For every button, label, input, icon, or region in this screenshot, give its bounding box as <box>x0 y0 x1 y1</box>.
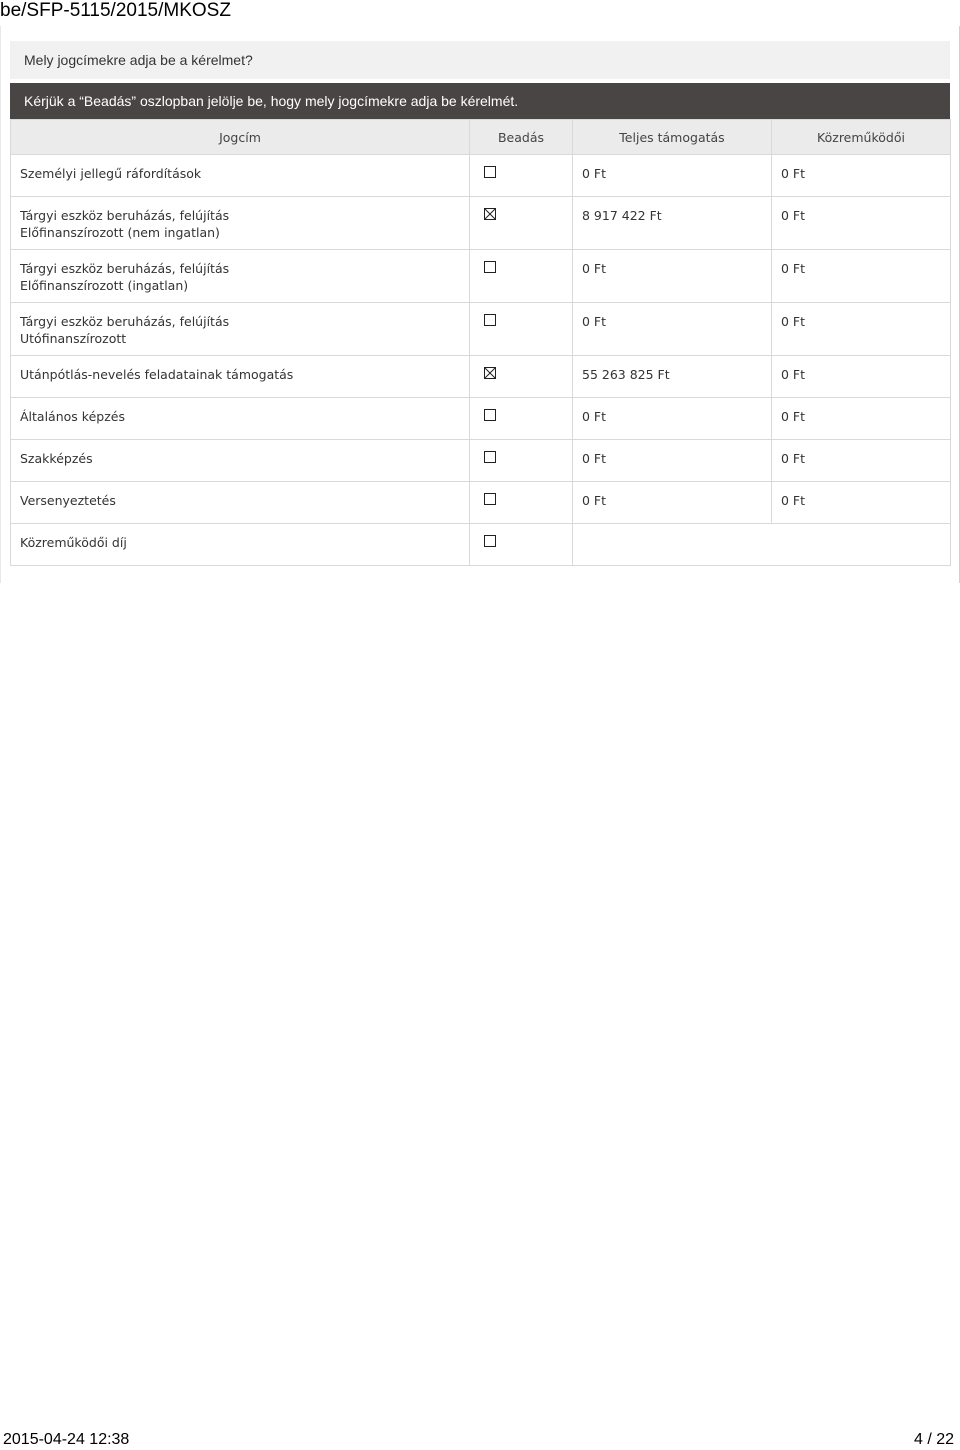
jogcim-cell <box>11 524 470 566</box>
kozremukodoi-value: 0 Ft <box>781 261 806 276</box>
teljes-tamogatas-value: 8 917 422 Ft <box>582 208 662 223</box>
beadas-checkbox[interactable] <box>484 409 496 421</box>
beadas-checkbox[interactable] <box>484 451 496 463</box>
column-header-jogcim: Jogcím <box>11 120 470 155</box>
table-row <box>11 524 951 566</box>
instruction-text: Kérjük a “Beadás” oszlopban jelölje be, hogy mely jogcímekre adja be kérelmét. <box>24 93 519 109</box>
beadas-checkbox[interactable] <box>484 493 496 505</box>
section-question <box>10 41 950 79</box>
kozremukodoi-cell <box>772 398 951 440</box>
beadas-cell <box>470 398 573 440</box>
teljes-tamogatas-cell <box>573 356 772 398</box>
question-text: Mely jogcímekre adja be a kérelmet? <box>24 52 253 68</box>
beadas-cell <box>470 197 573 250</box>
kozremukodoi-cell <box>772 356 951 398</box>
teljes-tamogatas-value: 0 Ft <box>582 451 607 466</box>
beadas-cell <box>470 155 573 197</box>
table-body <box>11 155 951 566</box>
jogcim-label: Személyi jellegű ráfordítások <box>20 166 202 181</box>
beadas-checkbox[interactable] <box>484 261 496 273</box>
jogcim-cell <box>11 356 470 398</box>
empty-value-cell <box>573 524 951 566</box>
kozremukodoi-cell <box>772 250 951 303</box>
teljes-tamogatas-cell <box>573 155 772 197</box>
teljes-tamogatas-cell <box>573 250 772 303</box>
beadas-cell <box>470 440 573 482</box>
column-header-beadas: Beadás <box>470 120 573 155</box>
jogcim-label: Általános képzés <box>20 409 125 424</box>
kozremukodoi-cell <box>772 482 951 524</box>
jogcim-table <box>10 119 951 566</box>
teljes-tamogatas-value: 0 Ft <box>582 261 607 276</box>
kozremukodoi-value: 0 Ft <box>781 409 806 424</box>
jogcim-cell <box>11 250 470 303</box>
jogcim-cell <box>11 303 470 356</box>
jogcim-cell <box>11 482 470 524</box>
kozremukodoi-value: 0 Ft <box>781 493 806 508</box>
footer-timestamp: 2015-04-24 12:38 <box>3 1431 130 1448</box>
jogcim-label: Utófinanszírozott <box>20 331 127 346</box>
checkmark-x-icon <box>485 368 495 378</box>
kozremukodoi-value: 0 Ft <box>781 166 806 181</box>
footer-page-number: 4 / 22 <box>913 1431 954 1448</box>
kozremukodoi-cell <box>772 155 951 197</box>
teljes-tamogatas-cell <box>573 197 772 250</box>
teljes-tamogatas-value: 0 Ft <box>582 493 607 508</box>
table-row <box>11 250 951 303</box>
beadas-checkbox-checked[interactable] <box>484 367 496 379</box>
jogcim-label: Tárgyi eszköz beruházás, felújítás <box>20 261 230 276</box>
beadas-cell <box>470 482 573 524</box>
teljes-tamogatas-value: 0 Ft <box>582 409 607 424</box>
beadas-checkbox[interactable] <box>484 535 496 547</box>
kozremukodoi-cell <box>772 440 951 482</box>
teljes-tamogatas-cell <box>573 482 772 524</box>
teljes-tamogatas-cell <box>573 303 772 356</box>
kozremukodoi-value: 0 Ft <box>781 314 806 329</box>
column-header-teljes-tamogatas: Teljes támogatás <box>573 120 772 155</box>
document-id-header: be/SFP-5115/2015/MKOSZ <box>0 0 231 21</box>
beadas-checkbox-checked[interactable] <box>484 208 496 220</box>
jogcim-label: Tárgyi eszköz beruházás, felújítás <box>20 208 230 223</box>
kozremukodoi-value: 0 Ft <box>781 367 806 382</box>
teljes-tamogatas-cell <box>573 398 772 440</box>
jogcim-label: Utánpótlás-nevelés feladatainak támogatás <box>20 367 294 382</box>
table-row <box>11 482 951 524</box>
beadas-cell <box>470 250 573 303</box>
jogcim-cell <box>11 155 470 197</box>
kozremukodoi-cell <box>772 303 951 356</box>
jogcim-label: Tárgyi eszköz beruházás, felújítás <box>20 314 230 329</box>
jogcim-label: Előfinanszírozott (nem ingatlan) <box>20 225 220 240</box>
instruction-banner <box>10 83 950 119</box>
kozremukodoi-value: 0 Ft <box>781 451 806 466</box>
jogcim-label: Közreműködői díj <box>20 535 127 550</box>
table-row <box>11 197 951 250</box>
table-row <box>11 440 951 482</box>
kozremukodoi-cell <box>772 197 951 250</box>
jogcim-label: Versenyeztetés <box>20 493 116 508</box>
jogcim-cell <box>11 398 470 440</box>
table-header-row <box>11 120 951 155</box>
jogcim-label: Szakképzés <box>20 451 93 466</box>
beadas-checkbox[interactable] <box>484 314 496 326</box>
table-row <box>11 155 951 197</box>
teljes-tamogatas-value: 0 Ft <box>582 314 607 329</box>
kozremukodoi-value: 0 Ft <box>781 208 806 223</box>
jogcim-cell <box>11 440 470 482</box>
beadas-cell <box>470 303 573 356</box>
beadas-cell <box>470 356 573 398</box>
beadas-cell <box>470 524 573 566</box>
checkmark-x-icon <box>485 209 495 219</box>
jogcim-label: Előfinanszírozott (ingatlan) <box>20 278 189 293</box>
teljes-tamogatas-cell <box>573 440 772 482</box>
table-row <box>11 398 951 440</box>
teljes-tamogatas-value: 55 263 825 Ft <box>582 367 670 382</box>
table-row <box>11 356 951 398</box>
beadas-checkbox[interactable] <box>484 166 496 178</box>
teljes-tamogatas-value: 0 Ft <box>582 166 607 181</box>
table-row <box>11 303 951 356</box>
jogcim-cell <box>11 197 470 250</box>
column-header-kozremukodoi: Közreműködői <box>772 120 951 155</box>
